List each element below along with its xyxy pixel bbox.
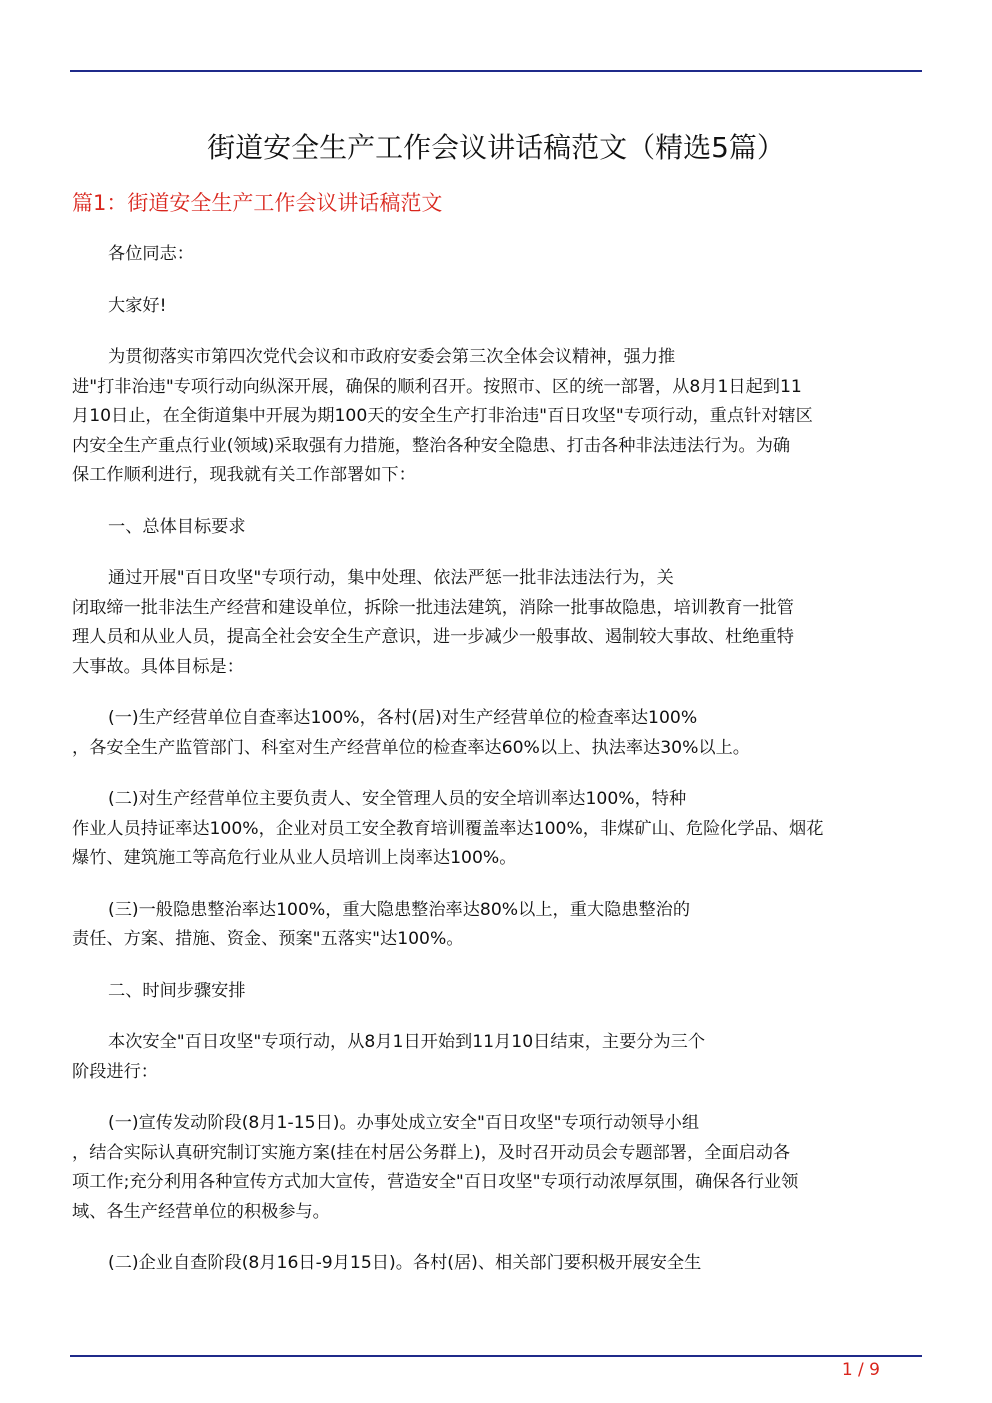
paragraph-line: 域、各生产经营单位的积极参与。 (72, 1201, 330, 1222)
footer-rule (70, 1355, 922, 1357)
paragraph-line: (二)对生产经营单位主要负责人、安全管理人员的安全培训率达100%，特种 (108, 789, 687, 809)
paragraph (72, 240, 920, 270)
paragraph-line: (三)一般隐患整治率达100%，重大隐患整治率达80%以上，重大隐患整治的 (108, 899, 691, 920)
document-title: 街道安全生产工作会议讲话稿范文（精选5篇） (207, 131, 785, 164)
paragraph-line: ，各安全生产监管部门、科室对生产经营单位的检查率达60%以上、执法率达30%以上。 (72, 737, 750, 758)
paragraph-line: 大家好! (108, 295, 167, 316)
paragraph-line: 本次安全"百日攻坚"专项行动，从8月1日开始到11月10日结束，主要分为三个 (108, 1032, 706, 1052)
paragraph (72, 704, 920, 763)
paragraph-line: 阶段进行： (72, 1061, 158, 1082)
paragraph-line: 作业人员持证率达100%，企业对员工安全教育培训覆盖率达100%，非煤矿山、危险化学品、烟花 (72, 818, 824, 839)
paragraph-line: ，结合实际认真研究制订实施方案(挂在村居公务群上)，及时召开动员会专题部署，全面启动各 (72, 1142, 791, 1163)
paragraph-line: 大事故。具体目标是： (72, 656, 244, 677)
paragraph (72, 564, 920, 682)
paragraph-line: (二)企业自查阶段(8月16日-9月15日)。各村(居)、相关部门要积极开展安全生 (108, 1253, 702, 1273)
page-indicator: 1 / 9 (841, 1360, 880, 1380)
paragraph (72, 785, 920, 874)
paragraph-line: 各位同志： (108, 244, 194, 264)
document-body (72, 240, 920, 1301)
paragraph-line: 一、总体目标要求 (108, 516, 246, 537)
paragraph-line: 内安全生产重点行业(领域)采取强有力措施，整治各种安全隐患、打击各种非法违法行为。为确 (72, 435, 791, 456)
paragraph-line: 责任、方案、措施、资金、预案"五落实"达100%。 (72, 929, 464, 949)
paragraph-line: 进"打非治违"专项行动向纵深开展，确保的顺利召开。按照市、区的统一部署，从8月1日起到11 (72, 376, 802, 397)
paragraph (72, 1109, 920, 1227)
paragraph-line: 月10日止，在全街道集中开展为期100天的安全生产打非治违"百日攻坚"专项行动，重点针对辖区 (72, 406, 813, 426)
paragraph (72, 1028, 920, 1087)
paragraph (72, 292, 920, 322)
paragraph (72, 343, 920, 491)
paragraph-line: 二、时间步骤安排 (108, 980, 246, 1001)
paragraph-line: 保工作顺利进行，现我就有关工作部署如下： (72, 465, 416, 485)
paragraph (72, 1249, 920, 1279)
paragraph-line: 理人员和从业人员，提高全社会安全生产意识，进一步减少一般事故、遏制较大事故、杜绝重特 (72, 627, 794, 647)
section-title: 篇1：街道安全生产工作会议讲话稿范文 (72, 191, 443, 215)
paragraph-line: (一)宣传发动阶段(8月1-15日)。办事处成立安全"百日攻坚"专项行动领导小组 (108, 1113, 700, 1133)
paragraph (72, 513, 920, 543)
paragraph (72, 977, 920, 1007)
header-rule (70, 70, 922, 72)
paragraph-line: 闭取缔一批非法生产经营和建设单位，拆除一批违法建筑，消除一批事故隐患，培训教育一批管 (72, 597, 794, 618)
paragraph-line: 项工作;充分利用各种宣传方式加大宣传，营造安全"百日攻坚"专项行动浓厚氛围，确保各行业领 (72, 1172, 799, 1192)
paragraph (72, 896, 920, 955)
paragraph-line: 为贯彻落实市第四次党代会议和市政府安委会第三次全体会议精神，强力推 (108, 347, 676, 367)
paragraph-line: (一)生产经营单位自查率达100%，各村(居)对生产经营单位的检查率达100% (108, 708, 698, 728)
paragraph-line: 爆竹、建筑施工等高危行业从业人员培训上岗率达100%。 (72, 848, 517, 868)
paragraph-line: 通过开展"百日攻坚"专项行动，集中处理、依法严惩一批非法违法行为，关 (108, 568, 674, 588)
